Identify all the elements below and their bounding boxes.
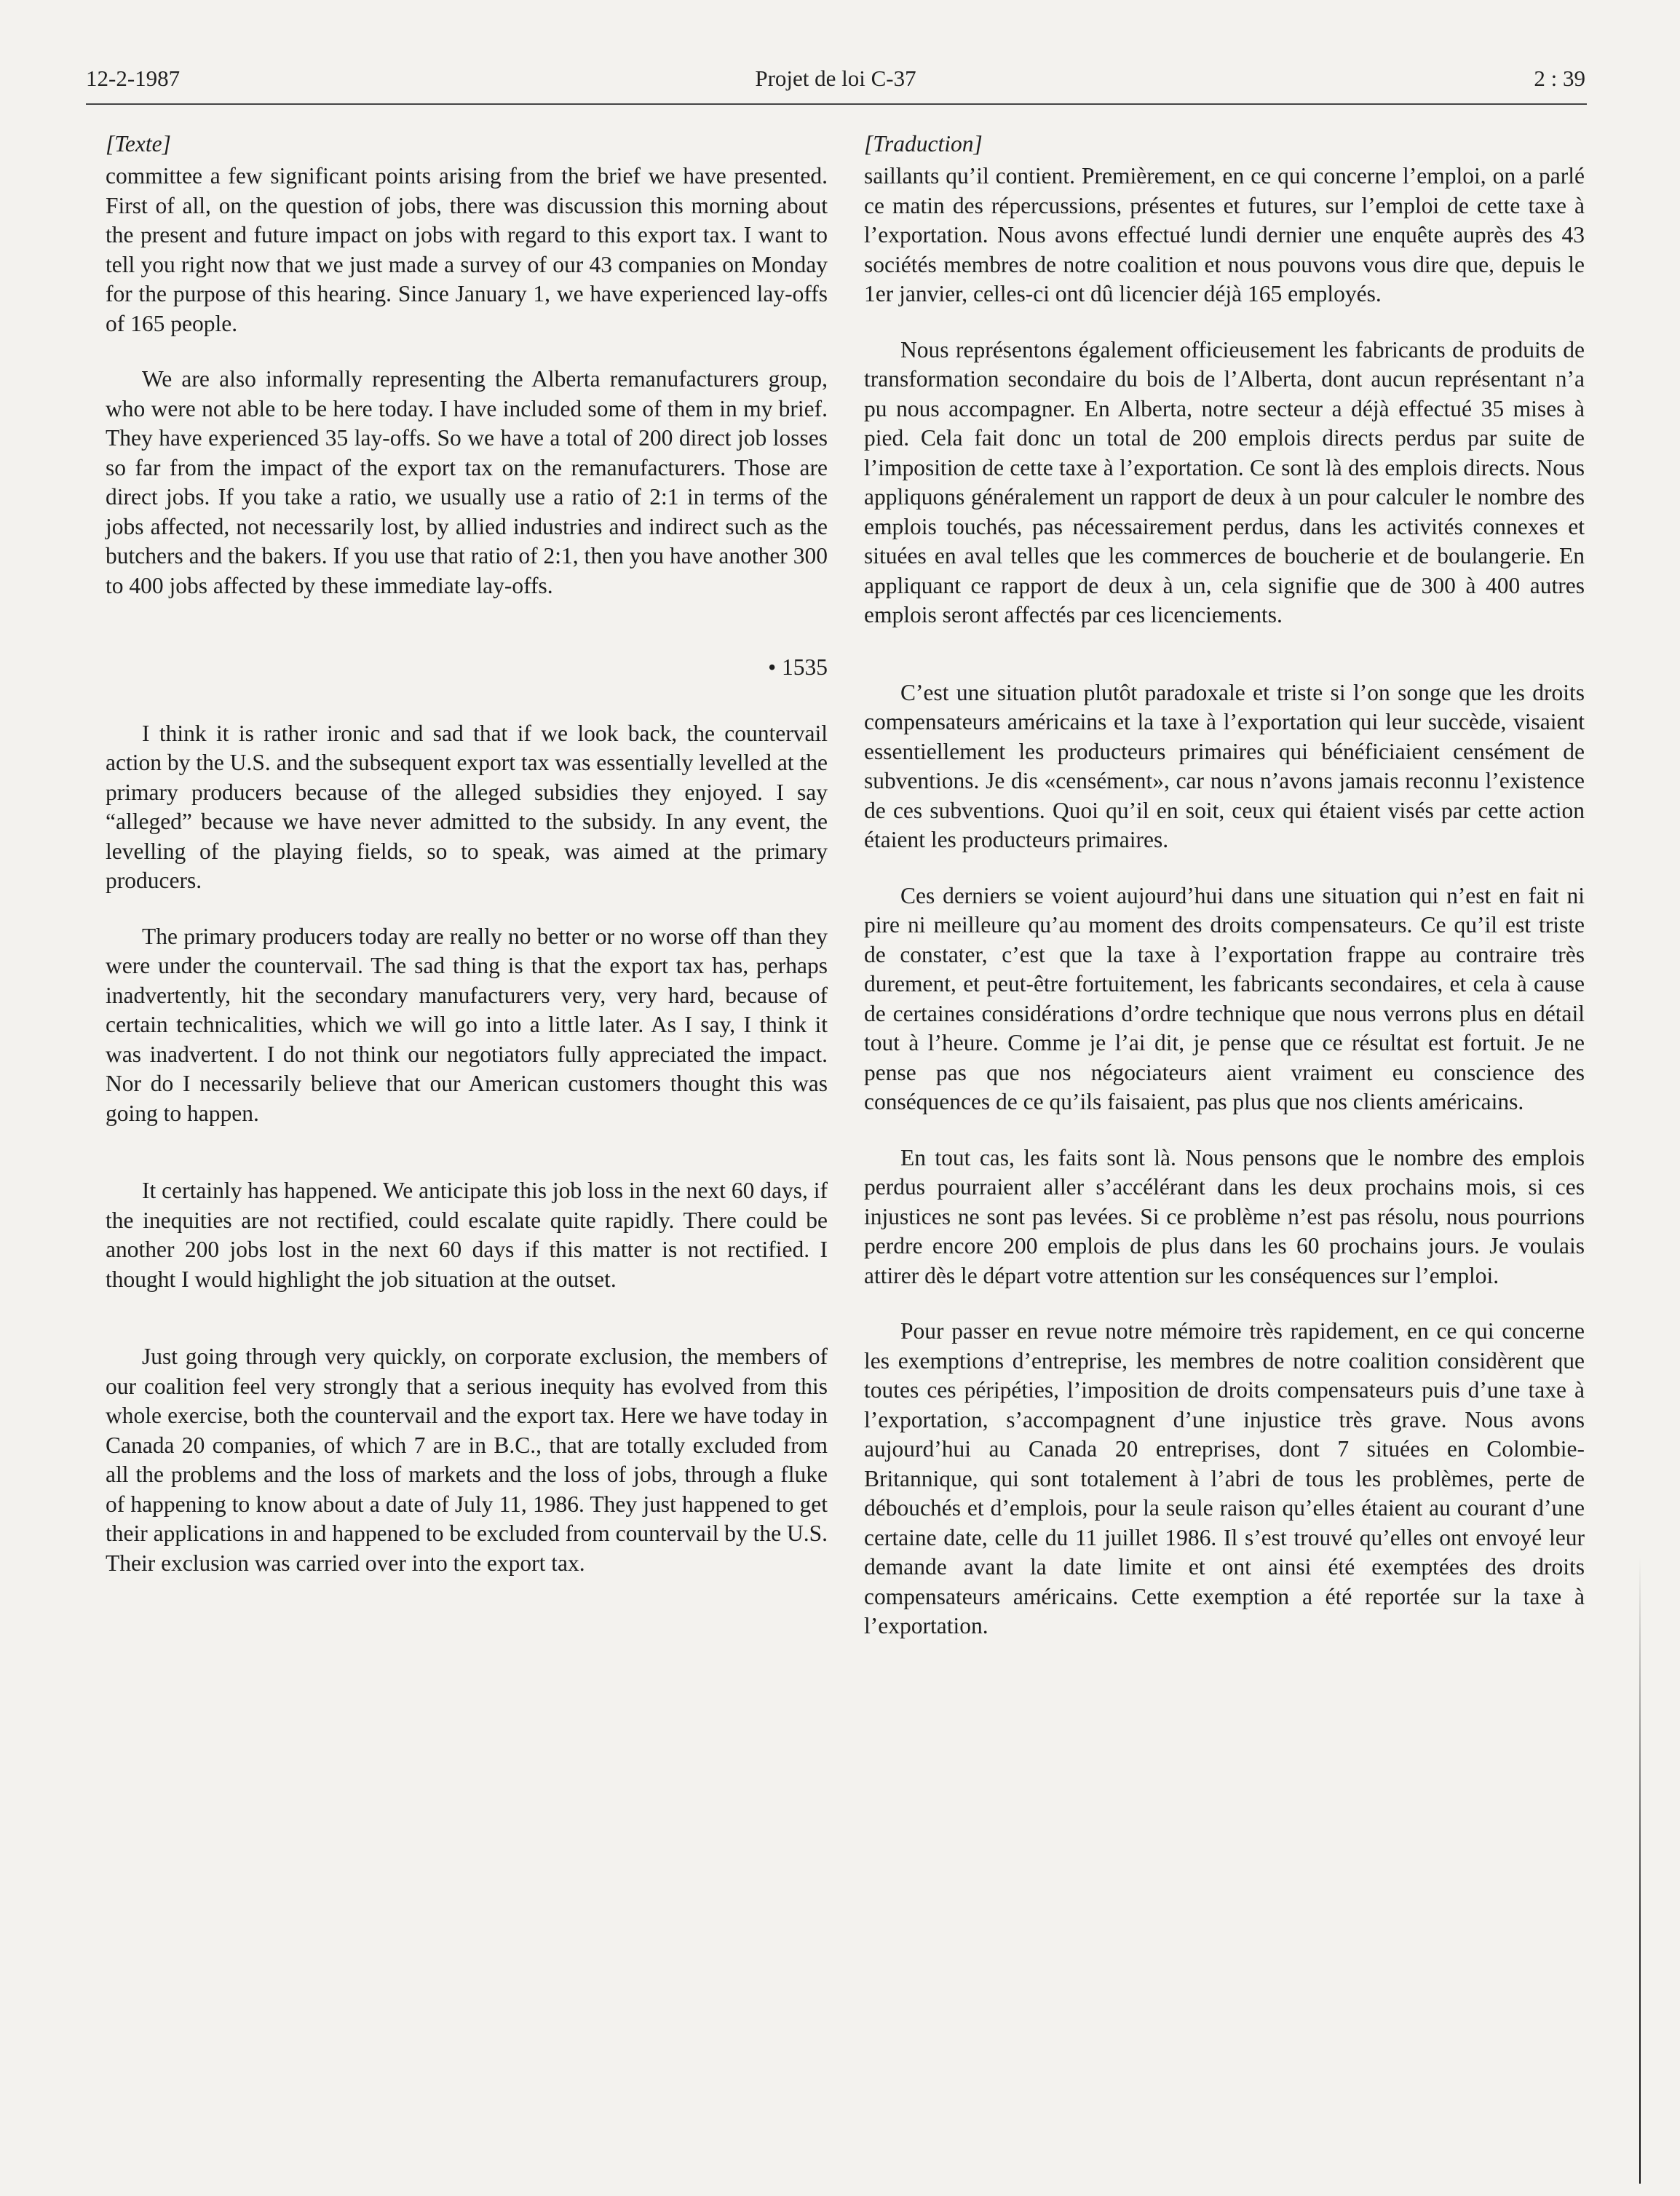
paragraph: Nous représentons également officieusement les fabricants de produits de transformation secondaire du bois de l’Alberta, dont aucun représentant n’a pu nous accompagner. En Alberta, notre secteur a déjà effectué 35 mises à pied. Cela fait donc un total de 200 emplois directs perdus par suite de l’imposition de cette taxe à l’exportation. Ce sont là des emplois directs. Nous appliquons généralement un rapport de deux à un pour calculer le nombre des emplois touchés, pas nécessairement perdus, dans les activités connexes et situées en aval telles que les commerces de boucherie et de boulangerie. En appliquant ce rapport de deux à un, cela signifie que de 300 à 400 autres emplois seront affectés par ces licenciements. xyxy=(864,336,1585,627)
time-marker: • 1535 xyxy=(768,654,828,680)
header-date: 12-2-1987 xyxy=(86,66,181,91)
paragraph: It certainly has happened. We anticipate this job loss in the next 60 days, if the inequities are not rectified, could escalate quite rapidly. There could be another 200 jobs lost in the next 60 days if this matter is not rectified. I thought I would highlight the job situation at the outset. xyxy=(106,1178,828,1292)
paragraph: Just going through very quickly, on corporate exclusion, the members of our coalition feel very strongly that a serious inequity has evolved from this whole exercise, both the countervail and the export tax. Here we have today in Canada 20 companies, of which 7 are in B.C., that are totally excluded from all the problems and the loss of markets and the loss of jobs, through a fluke of happening to know about a date of July 11, 1986. They just happened to get their applications in and happened to be excluded from countervail by the U.S. Their exclusion was carried over into the export tax. xyxy=(106,1344,828,1576)
column-label-traduction: [Traduction] xyxy=(864,131,983,156)
header-rule xyxy=(86,103,1587,105)
paragraph: The primary producers today are really no better or no worse off than they were under the countervail. The sad thing is that the export tax has, perhaps inadvertently, hit the secondary manufacturers very, very hard, because of certain technicalities, which we will go into a little later. As I say, I think it was inadvertent. I do not think our negotiators fully appreciated the impact. Nor do I necessarily believe that our American customers thought this was going to happen. xyxy=(106,923,828,1126)
paragraph: En tout cas, les faits sont là. Nous pensons que le nombre des emplois perdus pourraient aller s’accélérant dans les deux prochains mois, si ces injustices ne sont pas levées. Si ce problème n’est pas résolu, nous pourrions perdre encore 200 emplois de plus dans les 60 prochains jours. Je voulais attirer dès le départ votre attention sur les conséquences sur l’emploi. xyxy=(864,1144,1585,1288)
paragraph: We are also informally representing the Alberta remanufacturers group, who were not able to be here today. I have included some of them in my brief. They have experienced 35 lay-offs. So we have a total of 200 direct job losses so far from the impact of the export tax on the remanufacturers. Those are direct jobs. If you take a ratio, we usually use a ratio of 2:1 in terms of the jobs affected, not necessarily lost, by allied industries and indirect such as the butchers and the bakers. If you use that ratio of 2:1, then you have another 300 to 400 jobs affected by these immediate lay-offs. xyxy=(106,366,828,598)
paragraph: C’est une situation plutôt paradoxale et triste si l’on songe que les droits compensateurs américains et la taxe à l’exportation qui leur succède, visaient essentiellement les producteurs primaires qui bénéficiaient censément de subventions. Je dis «censément», car nous n’avons jamais reconnu l’existence de ces subventions. Quoi qu’il en soit, ceux qui étaient visés par cette action étaient les producteurs primaires. xyxy=(864,679,1585,852)
scan-edge-mark xyxy=(1639,1558,1641,2184)
english-column xyxy=(106,130,828,1604)
paragraph: saillants qu’il contient. Premièrement, en ce qui concerne l’emploi, on a parlé ce matin des répercussions, présentes et futures, sur l’emploi de cette taxe à l’exportation. Nous avons effectué lundi dernier une enquête auprès des 43 sociétés membres de notre coalition et nous pouvons vous dire que, depuis le 1er janvier, celles-ci ont dû licencier déjà 165 employés. xyxy=(864,163,1585,306)
spacer xyxy=(864,657,1585,678)
paragraph: Ces derniers se voient aujourd’hui dans une situation qui n’est en fait ni pire ni meilleure qu’au moment des droits compensateurs. Ce qu’il est triste de constater, c’est que la taxe à l’exportation frappe au contraire très durement, et peut-être fortuitement, les fabricants secondaires, et cela à cause de certaines considérations d’ordre technique que nous verrons plus en détail tout à l’heure. Comme je l’ai dit, je pense que ce résultat est fortuit. Je ne pense pas que nos négociateurs aient vraiment eu conscience des conséquences de ce qu’ils faisaient, pas plus que nos clients américains. xyxy=(864,882,1585,1114)
paragraph: Pour passer en revue notre mémoire très rapidement, en ce qui concerne les exemptions d’entreprise, les membres de notre coalition considèrent que toutes ces péripéties, l’imposition de droits compensateurs puis d’une taxe à l’exportation, s’accompagnent d’une injustice très grave. Nous avons aujourd’hui au Canada 20 entreprises, dont 7 situées en Colombie-Britannique, qui sont totalement à l’abri de tous les problèmes, perte de débouchés et d’emplois, pour la seule raison qu’elles étaient au courant d’une certaine date, celle du 11 juillet 1986. Il s’est trouvé qu’elles ont envoyé leur demande avant la date limite et ont ainsi été exemptées des droits compensateurs américains. Cette exemption a été reportée sur la taxe à l’exportation. xyxy=(864,1318,1585,1638)
spacer xyxy=(106,1154,828,1176)
spacer xyxy=(106,1320,828,1342)
column-label-texte: [Texte] xyxy=(106,131,171,156)
paragraph: committee a few significant points arising from the brief we have presented. First of all, on the question of jobs, there was discussion this morning about the present and future impact on jobs with regard to this export tax. I want to tell you right now that we just made a survey of our 43 companies on Monday for the purpose of this hearing. Since January 1, we have experienced lay-offs of 165 people. xyxy=(106,163,828,336)
french-column xyxy=(864,130,1585,1668)
page-header xyxy=(86,60,1585,98)
header-page-number: 2 : 39 xyxy=(1534,66,1585,91)
paragraph: I think it is rather ironic and sad that if we look back, the countervail action by the U.S. and the subsequent export tax was essentially levelled at the primary producers because of the alleged subsidies they enjoyed. I say “alleged” because we have never admitted to the subsidy. In any event, the levelling of the playing fields, so to speak, was aimed at the primary producers. xyxy=(106,720,828,893)
header-title: Projet de loi C-37 xyxy=(755,66,916,91)
